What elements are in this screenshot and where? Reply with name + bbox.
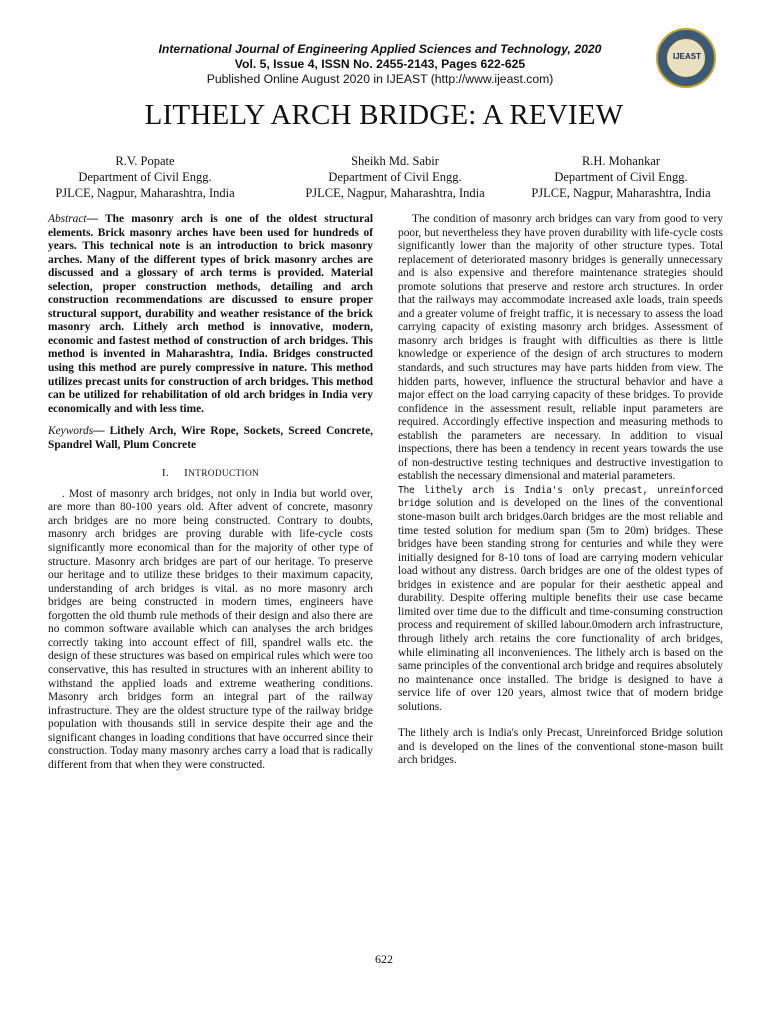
body-paragraph-lithely-arch <box>398 484 723 714</box>
author-department: Department of Civil Engg. <box>328 170 462 184</box>
introduction-paragraph: . Most of masonry arch bridges, not only in India but world over, are more than 80-100 years old. After advent of concrete, masonry arch bridges are no more being constructed. Contrary to doubts, masonry arch bridges are proving durable with life-cycle costs significantly more economical than for the majority of other type of structure. Masonry arch bridges are part of our heritage. To preserve our heritage and to utilize these bridges to their maximum capacity, understanding of arch bridges is vital. as no more masonry arch bridges are being constructed in modern times, engineers have forgotten the old thumb rule methods of their design and also there are no common software available which can analyses the arch bridges correctly taking into account effect of fill, spandrel walls etc. the design of these structures was based on empirical rules which were too conservative, this has resulted in structures with an inherent ability to withstand the applied loads and extreme weathering conditions. Masonry arch bridges form an integral part of the railway infrastructure. They are the oldest structure type of the railway bridge population with thousands still in service despite their age and the significant changes in loading conditions that have occurred since their construction. Today many masonry arches carry a load that is radically different from that when they were constructed. <box>48 487 373 771</box>
section-number: I. <box>161 467 169 480</box>
keywords <box>48 425 373 452</box>
body-paragraph-condition: The condition of masonry arch bridges can vary from good to very poor, but nevertheless they have proven durability with life-cycle costs significantly lower than the majority of other structure types. Total replacement of deteriorated masonry bridges is generally unnecessary and is also expensive and therefore maintenance strategies should promote solutions that preserve and restore arch structures. In order that the railways may accommodate increased axle loads, train speeds and a greater volume of freight traffic, it is necessary to assess the load carrying capacity of existing masonry arch bridges. Assessment of masonry arch bridges is fraught with difficulties as there is little knowledge or experience of the design of arch structures to modern standards, and such structures may have parts hidden from view. The hidden parts, however, influence the structural behavior and have a major effect on the load carrying capacity of these bridges. To provide confidence in the assessment result, reliable input parameters are required. Accordingly effective inspection and measuring methods to establish the parameters are necessary. In addition to visual inspections, there has been a tendency in recent years towards the use of non-destructive testing techniques and destructive investigation to establish the necessary dimensional and material parameters. <box>398 213 723 483</box>
section-title-first-letter: I <box>184 467 189 480</box>
author-name: R.V. Popate <box>115 154 175 168</box>
body-paragraph-lithely-summary: The lithely arch is India's only Precast, Unreinforced Bridge solution and is developed on the lines of the conventional stone-mason built arch bridges. <box>398 727 723 767</box>
keywords-lead: Keywords <box>48 425 94 438</box>
left-column <box>48 213 373 772</box>
journal-name: International Journal of Engineering Applied Sciences and Technology, 2020 <box>158 42 602 56</box>
author-3 <box>512 153 730 201</box>
keywords-text: — Lithely Arch, Wire Rope, Sockets, Screed Concrete, Spandrel Wall, Plum Concrete <box>48 425 373 451</box>
author-name: Sheikh Md. Sabir <box>351 154 439 168</box>
journal-header <box>100 42 660 87</box>
author-department: Department of Civil Engg. <box>78 170 212 184</box>
section-title-rest: NTRODUCTION <box>188 469 260 480</box>
author-1 <box>40 153 250 201</box>
body-paragraph-lithely-arch-first-line: The lithely arch is India's only precast, unreinforced bridge <box>398 484 723 510</box>
paper-title: LITHELY ARCH BRIDGE: A REVIEW <box>144 99 624 131</box>
section-heading-introduction <box>48 467 373 482</box>
author-affiliation: PJLCE, Nagpur, Maharashtra, India <box>55 186 235 200</box>
journal-logo <box>656 28 716 88</box>
abstract-lead: Abstract <box>48 213 87 225</box>
author-name: R.H. Mohankar <box>581 154 661 168</box>
author-affiliation: PJLCE, Nagpur, Maharashtra, India <box>305 186 485 200</box>
journal-published-line: Published Online August 2020 in IJEAST (http://www.ijeast.com) <box>206 72 554 86</box>
page-number: 622 <box>375 952 393 966</box>
journal-logo-emblem <box>666 38 706 78</box>
journal-volume-line: Vol. 5, Issue 4, ISSN No. 2455-2143, Pages 622-625 <box>234 57 526 71</box>
author-department: Department of Civil Engg. <box>554 170 688 184</box>
abstract <box>48 213 373 416</box>
author-2 <box>285 153 505 201</box>
body-paragraph-lithely-arch-text: solution and is developed on the lines of the conventional stone-mason built arch bridges.0arch bridges are the most reliable and time tested solution for medium span (5m to 20m) bridges. These bridges have been standing strong for centuries and while they were initially designed for 8-10 tons of load are carrying modern vehicular load without any distress. 0arch bridges are one of the oldest types of bridges in existence and are popular for their aesthetic appeal and durability. Despite offering multiple benefits their use case became limited over time due to the difficult and time-consuming construction process and requirement of skilled labour.0modern arch infrastructure, through lithely arch retains the core functionality of arch bridges, while eliminating all inconveniences. The lithely arch is based on the same principles of the conventional arch bridge and requires absolutely no maintenance once installed. The bridge is designed to have a service life of over 120 years, almost twice that of modern bridge solutions. <box>398 497 723 713</box>
journal-logo-text: IJEAST <box>672 52 701 61</box>
right-column <box>398 213 723 768</box>
author-affiliation: PJLCE, Nagpur, Maharashtra, India <box>531 186 711 200</box>
abstract-text: — The masonry arch is one of the oldest structural elements. Brick masonry arches have been used for hundreds of years. This technical note is an introduction to brick masonry arches. Many of the different types of brick masonry arches are discussed and a glossary of arch terms is provided. Material selection, proper construction methods, detailing and arch construction recommendations are discussed to ensure proper structural support, durability and weather resistance of the brick masonry arch. Lithely arch method is innovative, modern, economic and fastest method of construction of arch bridges. This method is invented in Maharashtra, India. Bridges constructed using this method are purely compressive in nature. This method utilizes precast units for construction of arch bridges. This method can be utilized for rehabilitation of old arch bridges in India very economically and with less time. <box>48 213 373 415</box>
